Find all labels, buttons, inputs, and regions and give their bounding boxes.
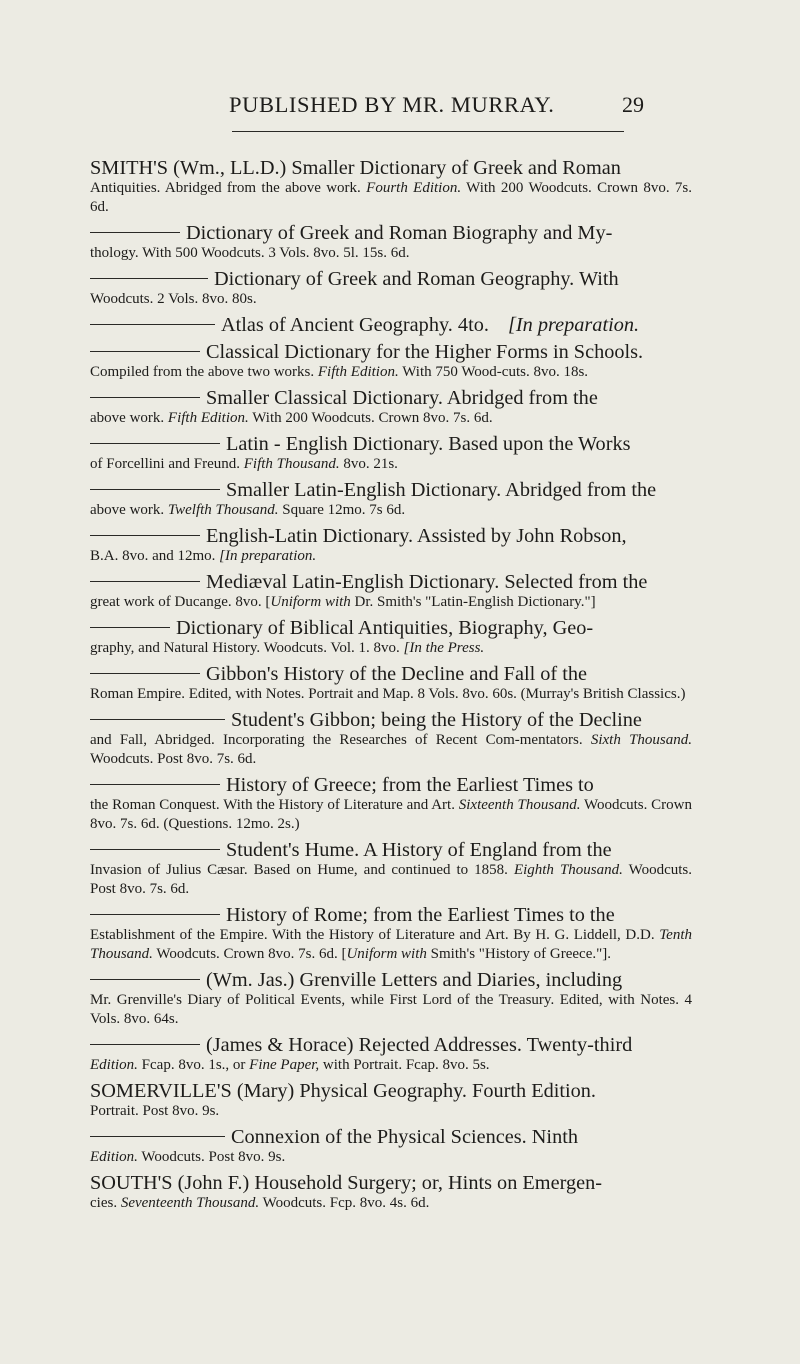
entry-title-line — [90, 342, 692, 363]
detail-segment: Square 12mo. 7s 6d. — [278, 502, 406, 518]
catalogue-entry — [90, 388, 692, 428]
entry-details — [90, 731, 692, 769]
entry-title: Gibbon's History of the Decline and Fall of the — [206, 663, 588, 685]
ditto-rule — [90, 489, 220, 490]
entry-details — [90, 363, 692, 382]
entry-title: Classical Dictionary for the Higher Forms in Schools. — [206, 341, 644, 363]
ditto-rule — [90, 979, 200, 980]
detail-segment: Edition. — [90, 1149, 138, 1165]
entry-title-line — [90, 664, 692, 685]
catalogue-entry — [90, 1081, 692, 1121]
detail-segment: Woodcuts. Crown 8vo. 7s. 6d. (Questions. 12mo. 2s.) — [90, 797, 693, 832]
catalogue-entry — [90, 618, 692, 658]
detail-segment: Compiled from the above two works. — [90, 364, 318, 380]
detail-segment: Woodcuts. Fcp. 8vo. 4s. 6d. — [259, 1195, 430, 1211]
entry-details — [90, 244, 692, 263]
entry-title-line — [90, 434, 692, 455]
detail-segment: Antiquities. Abridged from the above work. — [90, 180, 367, 196]
detail-segment: Portrait. Post 8vo. 9s. — [90, 1103, 220, 1119]
detail-segment: Establishment of the Empire. With the History of Literature and Art. By H. G. Liddell, D.D. — [90, 927, 660, 943]
detail-segment: Edition. — [90, 1057, 138, 1073]
entry-title: Smaller Latin-English Dictionary. Abridged from the — [226, 479, 657, 501]
detail-segment: Eighth Thousand. — [513, 862, 623, 878]
ditto-rule — [90, 351, 200, 352]
catalogue-entry — [90, 970, 692, 1029]
entry-details — [90, 501, 692, 520]
entry-title: (James & Horace) Rejected Addresses. Twenty-third — [206, 1034, 633, 1056]
entry-title: Physical Geography. Fourth Edition. — [299, 1080, 597, 1102]
detail-segment: Dr. Smith's "Latin-English Dictionary."] — [350, 594, 596, 610]
catalogue-entry — [90, 434, 692, 474]
entry-title-line — [90, 618, 692, 639]
ditto-rule — [90, 397, 200, 398]
detail-segment: Smith's "History of Greece."]. — [426, 946, 611, 962]
entry-title-line — [90, 775, 692, 796]
detail-segment: above work. — [90, 410, 168, 426]
detail-segment: Tenth Thousand. — [90, 927, 692, 962]
entry-title: Smaller Classical Dictionary. Abridged from the — [206, 387, 598, 409]
entry-details — [90, 796, 692, 834]
detail-segment: Woodcuts. Post 8vo. 7s. 6d. — [90, 751, 257, 767]
detail-segment: with Portrait. Fcap. 8vo. 5s. — [319, 1057, 490, 1073]
ditto-rule — [90, 278, 208, 279]
detail-segment: With 200 Woodcuts. Crown 8vo. 7s. 6d. — [248, 410, 493, 426]
entry-title: Student's Gibbon; being the History of the Decline — [231, 709, 642, 731]
entry-details — [90, 926, 692, 964]
detail-segment: Fcap. 8vo. 1s., or — [137, 1057, 250, 1073]
entry-title-line — [90, 905, 692, 926]
detail-segment: Seventeenth Thousand. — [120, 1195, 260, 1211]
catalogue-entry — [90, 775, 692, 834]
catalogue-entry — [90, 664, 692, 704]
catalogue-entry — [90, 1127, 692, 1167]
entry-status-note: [In preparation. — [502, 314, 640, 336]
entry-title-line — [90, 388, 692, 409]
catalogue-entry — [90, 526, 692, 566]
entry-title: History of Greece; from the Earliest Times to — [226, 774, 594, 796]
ditto-rule — [90, 535, 200, 536]
entry-title-line — [90, 223, 692, 244]
ditto-rule — [90, 849, 220, 850]
detail-segment: Sixteenth Thousand. — [458, 797, 581, 813]
entry-details — [90, 290, 692, 309]
entry-title: Connexion of the Physical Sciences. Ninth — [231, 1126, 578, 1148]
detail-segment: Woodcuts. Crown 8vo. 7s. 6d. [ — [152, 946, 347, 962]
catalogue-entry — [90, 572, 692, 612]
entry-title-line — [90, 840, 692, 861]
detail-segment: Fifth Edition. — [317, 364, 399, 380]
detail-segment: great work of Ducange. 8vo. [ — [90, 594, 271, 610]
ditto-rule — [90, 673, 200, 674]
ditto-rule — [90, 1136, 225, 1137]
entry-details — [90, 547, 692, 566]
detail-segment: above work. — [90, 502, 168, 518]
entry-title-line — [90, 526, 692, 547]
ditto-rule — [90, 324, 215, 325]
entry-title-line — [90, 315, 692, 336]
entry-title-line — [90, 158, 692, 179]
entry-title: Household Surgery; or, Hints on Emergen- — [254, 1172, 602, 1194]
detail-segment: Fine Paper, — [249, 1057, 320, 1073]
catalogue-entry — [90, 269, 692, 309]
entry-details — [90, 639, 692, 658]
ditto-rule — [90, 627, 170, 628]
entry-details — [90, 1148, 692, 1167]
detail-segment: Fourth Edition. — [366, 180, 462, 196]
detail-segment: graphy, and Natural History. Woodcuts. Vol. 1. 8vo. — [90, 640, 404, 656]
entry-details — [90, 991, 692, 1029]
detail-segment: B.A. 8vo. and 12mo. — [90, 548, 220, 564]
detail-segment: Woodcuts. Post 8vo. 7s. 6d. — [90, 862, 692, 897]
ditto-rule — [90, 914, 220, 915]
detail-segment: Woodcuts. Post 8vo. 9s. — [137, 1149, 286, 1165]
entry-title-line — [90, 1127, 692, 1148]
entry-title-line — [90, 1173, 692, 1194]
detail-segment: 8vo. 21s. — [339, 456, 398, 472]
entry-title: Dictionary of Greek and Roman Geography. With — [214, 268, 619, 290]
entry-title-line — [90, 710, 692, 731]
detail-segment: and Fall, Abridged. Incorporating the Researches of Recent Com-mentators. — [90, 732, 591, 748]
entry-details — [90, 685, 692, 704]
detail-segment: [In the Press. — [403, 640, 485, 656]
catalogue-entry — [90, 223, 692, 263]
detail-segment: of Forcellini and Freund. — [90, 456, 244, 472]
entry-title-line — [90, 970, 692, 991]
catalogue-entry — [90, 905, 692, 964]
catalogue-entry — [90, 342, 692, 382]
entry-title: English-Latin Dictionary. Assisted by John Robson, — [206, 525, 627, 547]
catalogue-entry — [90, 158, 692, 217]
detail-segment: the Roman Conquest. With the History of Literature and Art. — [90, 797, 459, 813]
catalogue-entry — [90, 1035, 692, 1075]
detail-segment: With 750 Wood-cuts. 8vo. 18s. — [398, 364, 589, 380]
entry-title-line — [90, 269, 692, 290]
entry-title: Latin - English Dictionary. Based upon the Works — [226, 433, 631, 455]
ditto-rule — [90, 443, 220, 444]
ditto-rule — [90, 581, 200, 582]
entry-details — [90, 455, 692, 474]
detail-segment: [In preparation. — [219, 548, 317, 564]
detail-segment: Twelfth Thousand. — [167, 502, 279, 518]
detail-segment: Sixth Thousand. — [590, 732, 692, 748]
entry-title: Smaller Dictionary of Greek and Roman — [291, 157, 621, 179]
detail-segment: Roman Empire. Edited, with Notes. Portrait and Map. 8 Vols. 8vo. 60s. (Murray's British Classics.) — [90, 686, 686, 702]
entry-details — [90, 1102, 692, 1121]
running-header — [0, 92, 800, 122]
entry-title: History of Rome; from the Earliest Times to the — [226, 904, 615, 926]
entry-title-line — [90, 1081, 692, 1102]
catalogue-entry — [90, 1173, 692, 1213]
header-title: PUBLISHED BY MR. MURRAY. — [229, 92, 555, 117]
detail-segment: Uniform with — [346, 946, 427, 962]
entry-title-line — [90, 480, 692, 501]
header-rule — [232, 131, 624, 132]
catalogue-entry — [90, 710, 692, 769]
entry-title-line — [90, 572, 692, 593]
author-name: SMITH'S (Wm., LL.D.) — [90, 157, 292, 179]
entry-title: Student's Hume. A History of England from the — [226, 839, 612, 861]
entry-title: (Wm. Jas.) Grenville Letters and Diaries, including — [206, 969, 623, 991]
entry-title: Mediæval Latin-English Dictionary. Selected from the — [206, 571, 648, 593]
detail-segment: Woodcuts. 2 Vols. 8vo. 80s. — [90, 291, 257, 307]
detail-segment: With 200 Woodcuts. Crown 8vo. 7s. 6d. — [90, 180, 692, 215]
author-name: SOMERVILLE'S (Mary) — [90, 1080, 300, 1102]
entry-title: Dictionary of Biblical Antiquities, Biography, Geo- — [176, 617, 594, 639]
detail-segment: Invasion of Julius Cæsar. Based on Hume, and continued to 1858. — [90, 862, 514, 878]
catalogue-entry — [90, 315, 692, 336]
ditto-rule — [90, 784, 220, 785]
detail-segment: Fifth Thousand. — [243, 456, 340, 472]
page-number: 29 — [622, 92, 644, 117]
entry-title-line — [90, 1035, 692, 1056]
detail-segment: thology. With 500 Woodcuts. 3 Vols. 8vo. 5l. 15s. 6d. — [90, 245, 410, 261]
ditto-rule — [90, 232, 180, 233]
author-name: SOUTH'S (John F.) — [90, 1172, 255, 1194]
entry-details — [90, 1194, 692, 1213]
entry-title: Dictionary of Greek and Roman Biography and My- — [186, 222, 613, 244]
catalogue-entry — [90, 840, 692, 899]
entry-title: Atlas of Ancient Geography. 4to. — [221, 314, 489, 336]
entry-details — [90, 409, 692, 428]
detail-segment: Fifth Edition. — [167, 410, 249, 426]
entry-details — [90, 593, 692, 612]
detail-segment: cies. — [90, 1195, 121, 1211]
entry-details — [90, 861, 692, 899]
catalogue-entry — [90, 480, 692, 520]
ditto-rule — [90, 719, 225, 720]
ditto-rule — [90, 1044, 200, 1045]
detail-segment: Mr. Grenville's Diary of Political Events, while First Lord of the Treasury. Edited, with Notes. 4 Vols. 8vo. 64s. — [90, 992, 692, 1027]
detail-segment: Uniform with — [270, 594, 351, 610]
catalogue-list — [90, 158, 692, 1213]
entry-details — [90, 179, 692, 217]
entry-details — [90, 1056, 692, 1075]
